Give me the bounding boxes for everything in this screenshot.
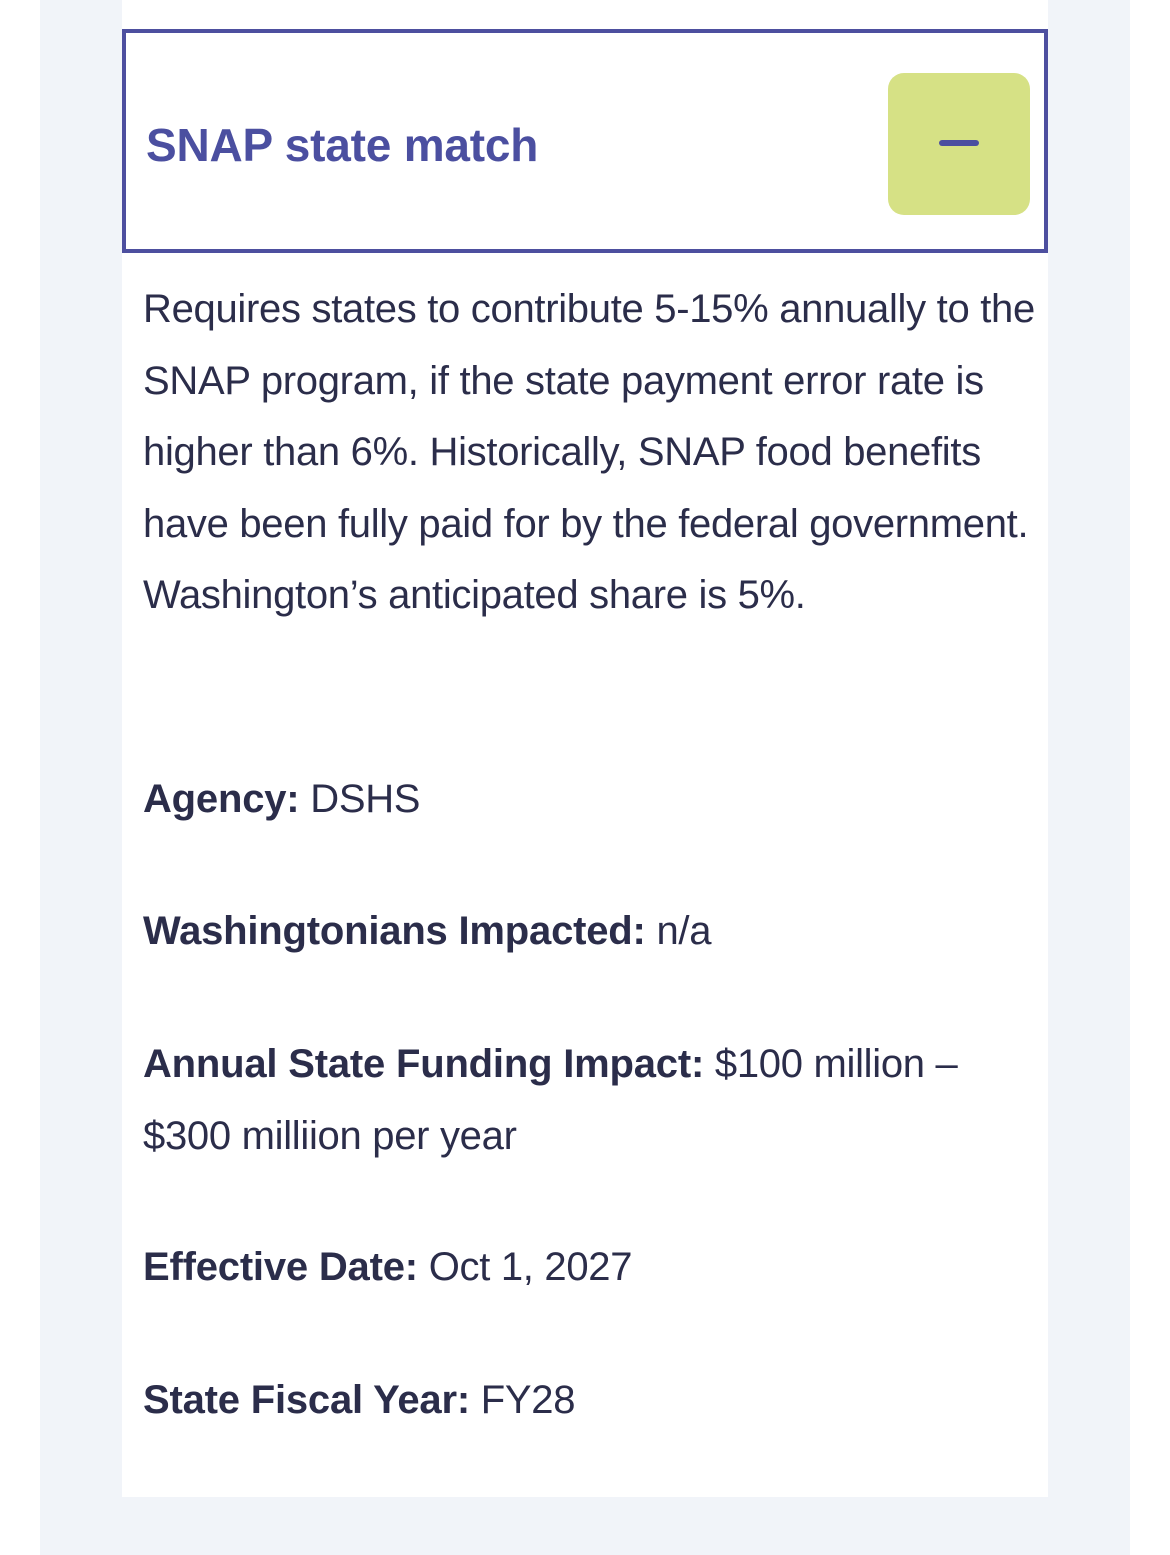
field-washingtonians-impacted (143, 896, 1035, 968)
field-state-fiscal-year (143, 1365, 1035, 1437)
description-text: Requires states to contribute 5-15% annually to the SNAP program, if the state payment error rate is higher than 6%. Historically, SNAP food benefits have been fully paid for by the federal government. Washington’s anticipated share is 5%. (143, 287, 1035, 617)
field-agency (143, 764, 1035, 836)
field-value: FY28 (480, 1378, 576, 1422)
accordion-header[interactable] (122, 29, 1048, 253)
field-label: State Fiscal Year: (143, 1378, 470, 1422)
field-effective-date (143, 1232, 1035, 1304)
field-label: Washingtonians Impacted: (143, 909, 646, 953)
field-value: n/a (656, 909, 712, 953)
field-annual-state-funding-impact (143, 1029, 1035, 1172)
collapse-button[interactable] (888, 73, 1030, 215)
minus-icon (939, 140, 979, 146)
field-value: $100 million – $300 milliion per year (143, 1042, 958, 1158)
accordion-title: SNAP state match (146, 119, 539, 171)
field-label: Effective Date: (143, 1245, 418, 1289)
field-label: Annual State Funding Impact: (143, 1042, 705, 1086)
field-value: Oct 1, 2027 (428, 1245, 633, 1289)
accordion-content (143, 274, 1035, 632)
field-label: Agency: (143, 777, 300, 821)
field-value: DSHS (310, 777, 421, 821)
